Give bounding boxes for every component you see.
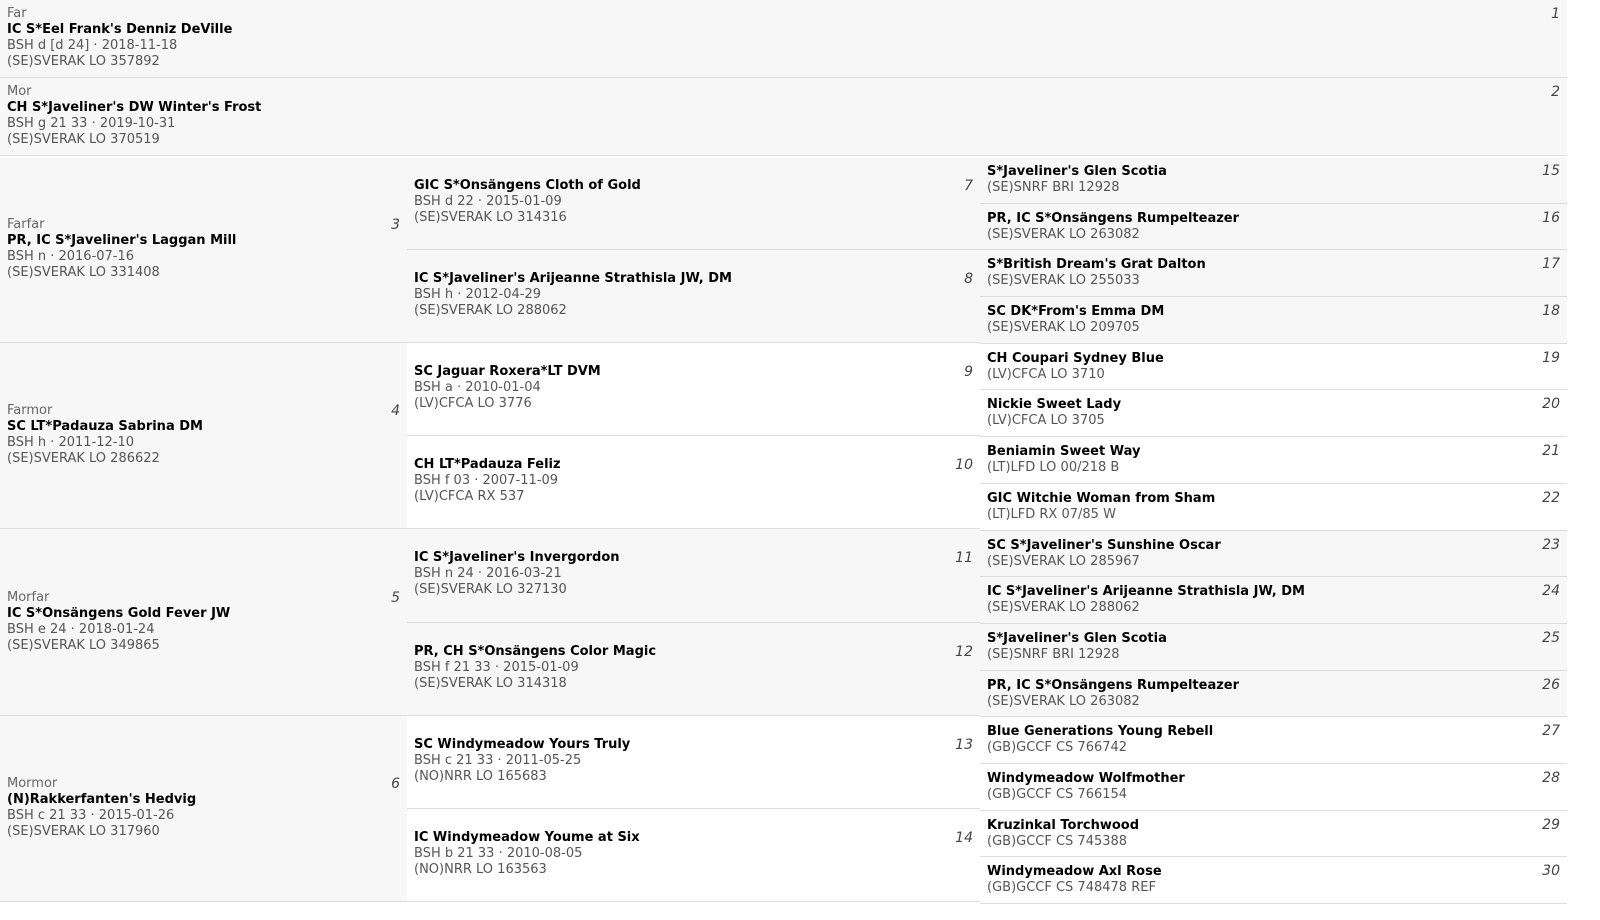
entry-number: 13 — [955, 737, 973, 753]
entry-number: 12 — [955, 644, 973, 660]
pedigree-entry — [987, 444, 1140, 476]
entry-number: 27 — [1542, 723, 1560, 739]
great-great-grandparent-cell — [980, 250, 1567, 297]
entry-number: 17 — [1542, 256, 1560, 272]
entry-name[interactable]: IC S*Javeliner's Arijeanne Strathisla JW, DM — [414, 271, 732, 286]
entry-number: 3 — [391, 217, 400, 233]
entry-name[interactable]: S*Javeliner's Glen Scotia — [987, 164, 1167, 179]
great-great-grandparent-cell — [980, 344, 1567, 390]
entry-name[interactable]: (N)Rakkerfanten's Hedvig — [7, 792, 197, 807]
pedigree-entry — [414, 457, 561, 505]
great-great-grandparent-cell — [980, 717, 1567, 764]
entry-number: 11 — [955, 550, 973, 566]
great-great-grandparent-cell — [980, 577, 1567, 624]
great-grandparent-cell — [407, 250, 980, 343]
entry-name[interactable]: IC S*Javeliner's Invergordon — [414, 550, 620, 565]
great-great-grandparent-cell — [980, 624, 1567, 671]
entry-number: 23 — [1542, 537, 1560, 553]
entry-registration: (SE)SVERAK LO 288062 — [414, 303, 567, 318]
great-great-grandparent-cell — [980, 390, 1567, 437]
great-great-grandparent-cell — [980, 157, 1567, 204]
entry-breed-date: BSH f 03 · 2007-11-09 — [414, 473, 559, 488]
entry-registration: (LT)LFD LO 00/218 B — [987, 460, 1120, 475]
pedigree-entry — [987, 257, 1206, 289]
entry-number: 25 — [1542, 630, 1560, 646]
entry-registration: (LV)CFCA RX 537 — [414, 489, 525, 504]
pedigree-entry — [7, 84, 261, 148]
entry-registration: (NO)NRR LO 165683 — [414, 769, 547, 784]
entry-registration: (LT)LFD RX 07/85 W — [987, 507, 1116, 522]
pedigree-entry — [987, 584, 1305, 616]
pedigree-entry — [7, 776, 196, 840]
pedigree-entry — [987, 397, 1121, 429]
entry-name[interactable]: SC Jaguar Roxera*LT DVM — [414, 364, 601, 379]
entry-name[interactable]: SC Windymeadow Yours Truly — [414, 737, 631, 752]
pedigree-entry — [414, 364, 601, 412]
great-grandparent-cell — [407, 809, 980, 902]
entry-registration: (GB)GCCF CS 766742 — [987, 740, 1128, 755]
entry-number: 16 — [1542, 210, 1560, 226]
entry-registration: (SE)SVERAK LO 317960 — [7, 824, 160, 839]
entry-number: 9 — [964, 364, 973, 380]
pedigree-entry — [987, 631, 1167, 663]
grandparent-cell — [0, 529, 407, 716]
entry-breed-date: BSH h · 2011-12-10 — [7, 435, 135, 450]
entry-registration: (SE)SVERAK LO 314318 — [414, 676, 567, 691]
entry-number: 5 — [391, 590, 400, 606]
great-great-grandparent-cell — [980, 764, 1567, 811]
entry-registration: (GB)GCCF CS 745388 — [987, 834, 1128, 849]
entry-name[interactable]: Blue Generations Young Rebell — [987, 724, 1214, 739]
entry-name[interactable]: Windymeadow Axl Rose — [987, 864, 1162, 879]
pedigree-entry — [7, 590, 230, 654]
great-great-grandparent-cell — [980, 484, 1567, 531]
entry-name[interactable]: Nickie Sweet Lady — [987, 397, 1122, 412]
pedigree-entry — [987, 678, 1239, 710]
entry-role: Farfar — [7, 217, 45, 232]
pedigree-entry — [414, 550, 620, 598]
entry-name[interactable]: IC S*Eel Frank's Denniz DeVille — [7, 22, 233, 37]
entry-breed-date: BSH f 21 33 · 2015-01-09 — [414, 660, 579, 675]
entry-number: 30 — [1542, 863, 1560, 879]
entry-registration: (SE)SVERAK LO 357892 — [7, 54, 160, 69]
great-great-grandparent-cell — [980, 437, 1567, 484]
pedigree-entry — [414, 737, 630, 785]
entry-number: 28 — [1542, 770, 1560, 786]
entry-name[interactable]: S*Javeliner's Glen Scotia — [987, 631, 1167, 646]
entry-number: 21 — [1542, 443, 1560, 459]
entry-registration: (SE)SVERAK LO 327130 — [414, 582, 567, 597]
pedigree-entry — [987, 164, 1167, 196]
parent-row-mother — [0, 78, 1567, 156]
entry-name[interactable]: PR, IC S*Javeliner's Laggan Mill — [7, 233, 237, 248]
entry-role: Mormor — [7, 776, 58, 791]
entry-breed-date: BSH b 21 33 · 2010-08-05 — [414, 846, 583, 861]
entry-number: 24 — [1542, 583, 1560, 599]
entry-name[interactable]: Beniamin Sweet Way — [987, 444, 1141, 459]
pedigree-entry — [987, 304, 1164, 336]
great-grandparent-cell — [407, 623, 980, 716]
entry-registration: (NO)NRR LO 163563 — [414, 862, 547, 877]
entry-registration: (SE)SVERAK LO 263082 — [987, 227, 1140, 242]
entry-breed-date: BSH e 24 · 2018-01-24 — [7, 622, 155, 637]
entry-number: 26 — [1542, 677, 1560, 693]
entry-number: 4 — [391, 403, 400, 419]
entry-role: Far — [7, 6, 27, 21]
entry-registration: (SE)SNRF BRI 12928 — [987, 647, 1120, 662]
entry-breed-date: BSH g 21 33 · 2019-10-31 — [7, 116, 176, 131]
pedigree-entry — [987, 211, 1239, 243]
parent-row-father — [0, 0, 1567, 78]
entry-breed-date: BSH d [d 24] · 2018-11-18 — [7, 38, 178, 53]
entry-registration: (SE)SVERAK LO 349865 — [7, 638, 160, 653]
entry-breed-date: BSH h · 2012-04-29 — [414, 287, 542, 302]
entry-number: 8 — [964, 271, 973, 287]
entry-number: 15 — [1542, 163, 1560, 179]
entry-number: 7 — [964, 178, 973, 194]
entry-name[interactable]: IC Windymeadow Youme at Six — [414, 830, 640, 845]
pedigree-entry — [414, 271, 732, 319]
pedigree-entry — [987, 538, 1221, 570]
entry-number: 20 — [1542, 396, 1560, 412]
entry-number: 6 — [391, 776, 400, 792]
pedigree-entry — [987, 724, 1213, 756]
entry-number: 10 — [955, 457, 973, 473]
entry-name[interactable]: GIC S*Onsängens Cloth of Gold — [414, 178, 641, 193]
entry-registration: (SE)SVERAK LO 370519 — [7, 132, 160, 147]
entry-registration: (SE)SNRF BRI 12928 — [987, 180, 1120, 195]
entry-name[interactable]: PR, IC S*Onsängens Rumpelteazer — [987, 211, 1240, 226]
pedigree-entry — [987, 818, 1139, 850]
entry-number: 14 — [955, 830, 973, 846]
grandparent-cell — [0, 157, 407, 343]
pedigree-entry — [7, 403, 203, 467]
great-grandparent-cell — [407, 716, 980, 809]
entry-number: 19 — [1542, 350, 1560, 366]
entry-registration: (SE)SVERAK LO 263082 — [987, 694, 1140, 709]
entry-role: Morfar — [7, 590, 50, 605]
entry-number: 29 — [1542, 817, 1560, 833]
entry-registration: (SE)SVERAK LO 286622 — [7, 451, 160, 466]
great-great-grandparent-cell — [980, 297, 1567, 344]
entry-number: 1 — [1551, 6, 1560, 22]
great-great-grandparent-cell — [980, 531, 1567, 577]
entry-number: 22 — [1542, 490, 1560, 506]
entry-registration: (LV)CFCA LO 3705 — [987, 413, 1105, 428]
great-great-grandparent-cell — [980, 204, 1567, 250]
entry-breed-date: BSH c 21 33 · 2011-05-25 — [414, 753, 582, 768]
entry-role: Farmor — [7, 403, 53, 418]
entry-breed-date: BSH c 21 33 · 2015-01-26 — [7, 808, 175, 823]
pedigree-entry — [7, 217, 236, 281]
entry-registration: (SE)SVERAK LO 331408 — [7, 265, 160, 280]
entry-name[interactable]: SC S*Javeliner's Sunshine Oscar — [987, 538, 1221, 553]
great-grandparent-cell — [407, 343, 980, 436]
entry-name[interactable]: SC LT*Padauza Sabrina DM — [7, 419, 203, 434]
entry-registration: (SE)SVERAK LO 288062 — [987, 600, 1140, 615]
great-great-grandparent-cell — [980, 857, 1567, 904]
entry-breed-date: BSH n · 2016-07-16 — [7, 249, 135, 264]
entry-name[interactable]: Kruzinkal Torchwood — [987, 818, 1140, 833]
great-great-grandparent-cell — [980, 671, 1567, 717]
great-grandparent-cell — [407, 529, 980, 623]
entry-registration: (LV)CFCA LO 3710 — [987, 367, 1105, 382]
great-great-grandparent-cell — [980, 811, 1567, 857]
great-grandparent-cell — [407, 436, 980, 529]
entry-registration: (SE)SVERAK LO 209705 — [987, 320, 1140, 335]
entry-registration: (GB)GCCF CS 748478 REF — [987, 880, 1156, 895]
entry-breed-date: BSH d 22 · 2015-01-09 — [414, 194, 562, 209]
entry-registration: (SE)SVERAK LO 285967 — [987, 554, 1140, 569]
pedigree-entry — [987, 771, 1185, 803]
entry-role: Mor — [7, 84, 32, 99]
entry-name[interactable]: IC S*Javeliner's Arijeanne Strathisla JW, DM — [987, 584, 1305, 599]
entry-name[interactable]: CH LT*Padauza Feliz — [414, 457, 561, 472]
pedigree-entry — [987, 491, 1215, 523]
entry-name[interactable]: PR, CH S*Onsängens Color Magic — [414, 644, 657, 659]
pedigree-entry — [414, 178, 641, 226]
great-grandparent-cell — [407, 157, 980, 250]
pedigree-entry — [7, 6, 232, 70]
pedigree-entry — [987, 864, 1162, 896]
entry-name[interactable]: PR, IC S*Onsängens Rumpelteazer — [987, 678, 1240, 693]
pedigree-entry — [987, 351, 1164, 383]
entry-registration: (GB)GCCF CS 766154 — [987, 787, 1128, 802]
entry-name[interactable]: CH S*Javeliner's DW Winter's Frost — [7, 100, 262, 115]
entry-number: 18 — [1542, 303, 1560, 319]
entry-breed-date: BSH a · 2010-01-04 — [414, 380, 541, 395]
entry-name[interactable]: GIC Witchie Woman from Sham — [987, 491, 1216, 506]
entry-name[interactable]: Windymeadow Wolfmother — [987, 771, 1185, 786]
entry-registration: (LV)CFCA LO 3776 — [414, 396, 532, 411]
entry-name[interactable]: S*British Dream's Grat Dalton — [987, 257, 1206, 272]
entry-name[interactable]: IC S*Onsängens Gold Fever JW — [7, 606, 231, 621]
entry-registration: (SE)SVERAK LO 314316 — [414, 210, 567, 225]
pedigree-entry — [414, 830, 640, 878]
entry-name[interactable]: CH Coupari Sydney Blue — [987, 351, 1164, 366]
pedigree-entry — [414, 644, 656, 692]
entry-registration: (SE)SVERAK LO 255033 — [987, 273, 1140, 288]
grandparent-cell — [0, 716, 407, 902]
entry-breed-date: BSH n 24 · 2016-03-21 — [414, 566, 562, 581]
entry-name[interactable]: SC DK*From's Emma DM — [987, 304, 1165, 319]
grandparent-cell — [0, 343, 407, 529]
entry-number: 2 — [1551, 84, 1560, 100]
